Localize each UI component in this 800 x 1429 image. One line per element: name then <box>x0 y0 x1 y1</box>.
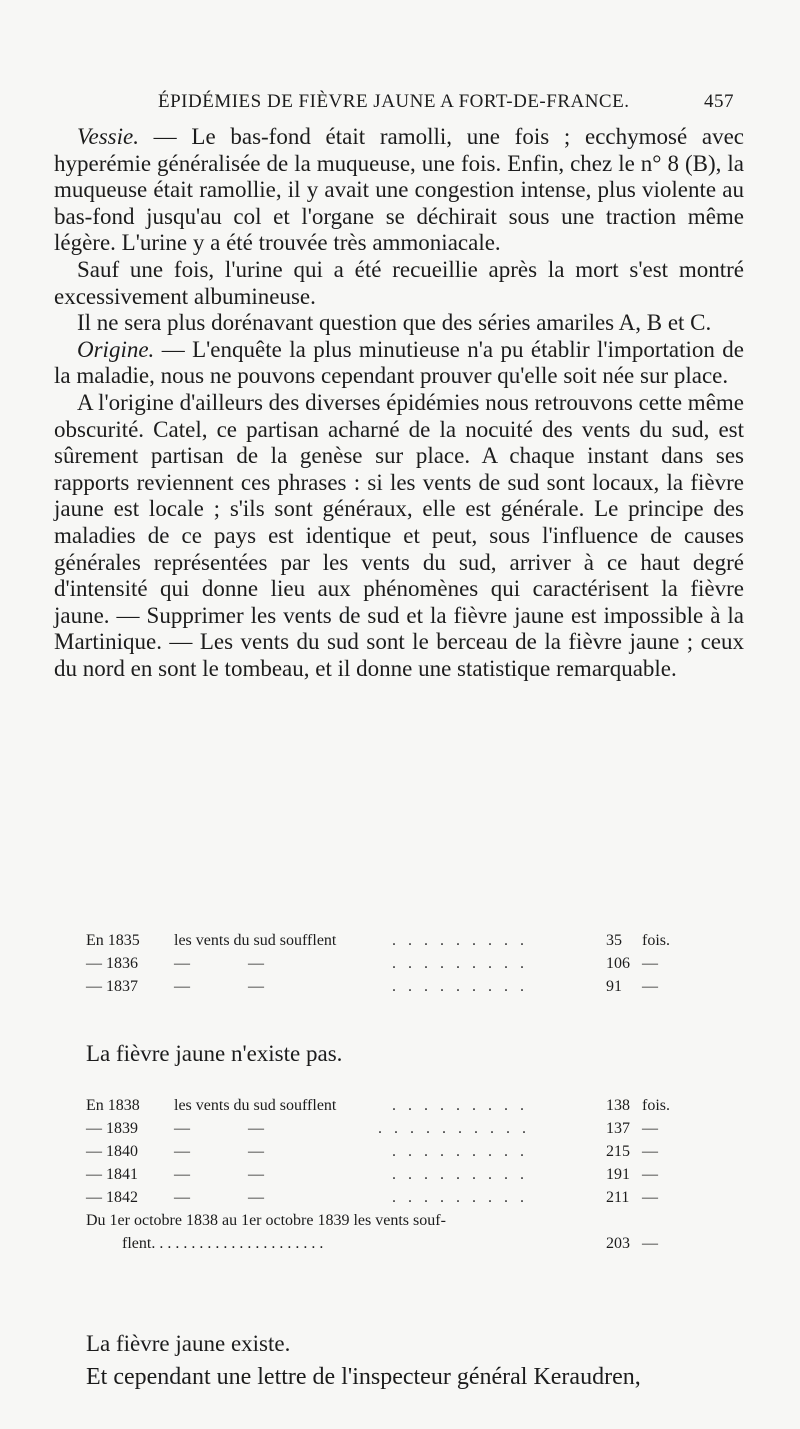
table-row <box>86 1140 686 1163</box>
year-cell: — 1839 <box>86 1120 138 1137</box>
ditto-mark: — <box>174 955 190 972</box>
table-row <box>86 929 686 952</box>
leader-dots: . . . . . . . . . . <box>378 1120 530 1137</box>
leader-dots: . . . . . . . . . <box>392 1189 528 1206</box>
description-cell: les vents du sud soufflent <box>174 1097 337 1114</box>
unit-cell: — <box>642 1189 658 1206</box>
table-row <box>86 1094 686 1117</box>
statement-no-fever: La fièvre jaune n'existe pas. <box>86 1041 343 1066</box>
count-cell: 91 <box>606 978 622 995</box>
table-total-row <box>86 1209 686 1232</box>
ditto-mark: — <box>174 978 190 995</box>
year-cell: En 1838 <box>86 1097 140 1114</box>
total-description-continued: flent. . . . . . . . . . . . . . . . . . . . . . <box>122 1235 324 1252</box>
paragraph-origine <box>54 337 744 390</box>
paragraph-vessie <box>54 124 744 257</box>
count-cell: 137 <box>606 1120 630 1137</box>
leader-dots: . . . . . . . . . <box>392 1143 528 1160</box>
body-text <box>54 124 744 682</box>
ditto-mark: — <box>248 1166 264 1183</box>
paragraph-text: — Le bas-fond était ramolli, une fois ; ecchymosé avec hyperémie généralisée de la muqueuse, une fois. Enfin, chez le n° 8 (B), la muqueuse était ramollie, il y avait une congestion intense, plus violente au bas-fond jusqu'au col et l'organe se déchirait sous une traction même légère. L'urine y a été trouvée très ammoniacale. <box>54 124 744 256</box>
closing-line: Et cependant une lettre de l'inspecteur général Keraudren, <box>86 1364 641 1390</box>
table-row <box>86 1163 686 1186</box>
page-number: 457 <box>704 91 734 112</box>
ditto-mark: — <box>248 1143 264 1160</box>
total-description: Du 1er octobre 1838 au 1er octobre 1839 les vents souf- <box>86 1212 446 1229</box>
leader-dots: . . . . . . . . . <box>392 1166 528 1183</box>
leader-dots: . . . . . . . . . <box>392 932 528 949</box>
ditto-mark: — <box>174 1166 190 1183</box>
paragraph-catel <box>54 390 744 683</box>
year-cell: — 1840 <box>86 1143 138 1160</box>
ditto-mark: — <box>248 978 264 995</box>
table-row <box>86 1186 686 1209</box>
unit-cell: — <box>642 1143 658 1160</box>
count-cell: 35 <box>606 932 622 949</box>
running-title: ÉPIDÉMIES DE FIÈVRE JAUNE A FORT-DE-FRANCE. <box>158 91 630 112</box>
statement-fever-exists: La fièvre jaune existe. <box>86 1331 291 1356</box>
paragraph-text: Il ne sera plus dorénavant question que des séries amariles A, B et C. <box>77 310 712 336</box>
description-cell: les vents du sud soufflent <box>174 932 337 949</box>
unit-cell: fois. <box>642 1097 670 1114</box>
unit-cell: — <box>642 978 658 995</box>
unit-cell: — <box>642 1235 658 1252</box>
paragraph-series <box>54 310 744 337</box>
table-total-row <box>86 1232 686 1255</box>
count-cell: 138 <box>606 1097 630 1114</box>
count-cell: 215 <box>606 1143 630 1160</box>
ditto-mark: — <box>248 955 264 972</box>
unit-cell: — <box>642 955 658 972</box>
table-row <box>86 1117 686 1140</box>
year-cell: — 1837 <box>86 978 138 995</box>
ditto-mark: — <box>248 1120 264 1137</box>
paragraph-text: A l'origine d'ailleurs des diverses épidémies nous retrouvons cette même obscurité. Catel, ce partisan acharné de la nocuité des vents du sud, est sûrement partisan de la genèse sur place. A chaque instant dans ses rapports reviennent ces phrases : si les vents de sud sont locaux, la fièvre jaune est locale ; s'ils sont généraux, elle est générale. Le principe des maladies de ce pays est identique et peut, sous l'influence de causes générales représentées par les vents du sud, arriver à ce haut degré d'intensité qui donne lieu aux phénomènes qui caractérisent la fièvre jaune. — Supprimer les vents de sud et la fièvre jaune est impossible à la Martinique. — Les vents du sud sont le berceau de la fièvre jaune ; ceux du nord en sont le tombeau, et il donne une statistique remarquable. <box>54 389 744 681</box>
table-row <box>86 952 686 975</box>
leader-dots: . . . . . . . . . <box>392 955 528 972</box>
year-cell: — 1842 <box>86 1189 138 1206</box>
leader-dots: . . . . . . . . . <box>392 978 528 995</box>
ditto-mark: — <box>174 1120 190 1137</box>
year-cell: En 1835 <box>86 932 140 949</box>
paragraph-text: Sauf une fois, l'urine qui a été recueillie après la mort s'est montré excessivement albumineuse. <box>54 256 744 309</box>
count-cell: 106 <box>606 955 630 972</box>
unit-cell: — <box>642 1120 658 1137</box>
count-cell: 203 <box>606 1235 630 1252</box>
running-header <box>54 91 744 121</box>
paragraph-urine <box>54 257 744 310</box>
year-cell: — 1836 <box>86 955 138 972</box>
paragraph-lead: Origine. <box>77 336 155 362</box>
year-cell: — 1841 <box>86 1166 138 1183</box>
statistics-table-2 <box>86 1094 686 1255</box>
ditto-mark: — <box>174 1189 190 1206</box>
ditto-mark: — <box>248 1189 264 1206</box>
ditto-mark: — <box>174 1143 190 1160</box>
paragraph-text: — L'enquête la plus minutieuse n'a pu établir l'importation de la maladie, nous ne pouvons cependant prouver qu'elle soit née sur place. <box>54 336 744 389</box>
count-cell: 211 <box>606 1189 630 1206</box>
statistics-table-1 <box>86 929 686 998</box>
leader-dots: . . . . . . . . . <box>392 1097 528 1114</box>
table-row <box>86 975 686 998</box>
count-cell: 191 <box>606 1166 630 1183</box>
unit-cell: fois. <box>642 932 670 949</box>
unit-cell: — <box>642 1166 658 1183</box>
paragraph-lead: Vessie. <box>77 124 139 149</box>
